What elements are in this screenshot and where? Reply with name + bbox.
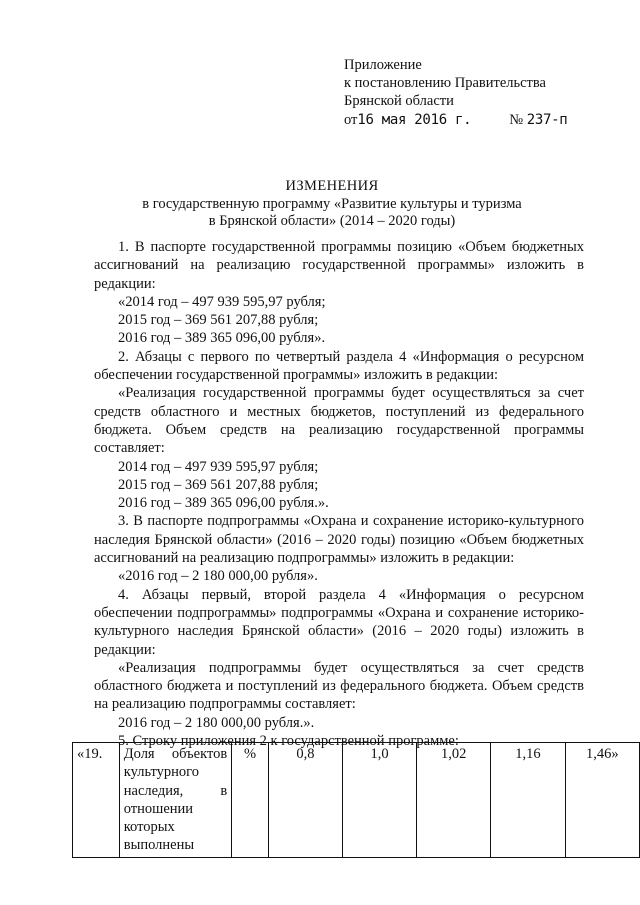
value-cell-1: 0,8 xyxy=(268,743,342,858)
document-body xyxy=(94,238,584,750)
document-subtitle-1: в государственную программу «Развитие культуры и туризма xyxy=(142,195,522,212)
paragraph-3-line-1: «2016 год – 2 180 000,00 рубля». xyxy=(118,568,318,585)
document-title: ИЗМЕНЕНИЯ xyxy=(285,178,379,194)
region-label: Брянской области xyxy=(344,93,454,109)
number-label: № xyxy=(509,112,524,128)
date-number-row xyxy=(344,111,567,129)
paragraph-1-line-2: 2015 год – 369 561 207,88 рубля; xyxy=(118,312,319,329)
paragraph-1-line-3: 2016 год – 389 365 096,00 рубля». xyxy=(118,330,326,347)
paragraph-2-line-1: 2014 год – 497 939 595,97 рубля; xyxy=(118,458,319,475)
paragraph-1-line-1: «2014 год – 497 939 595,97 рубля; xyxy=(118,293,326,310)
appendix-label: Приложение xyxy=(344,57,422,73)
indicator-name-cell xyxy=(119,743,231,858)
paragraph-2-line-3: 2016 год – 389 365 096,00 рубля.». xyxy=(118,495,329,512)
value-cell-3: 1,02 xyxy=(417,743,491,858)
resolution-label: к постановлению Правительства xyxy=(344,75,546,91)
value-cell-4: 1,16 xyxy=(491,743,565,858)
paragraph-1: 1. В паспорте государственной программы позицию «Объем бюджетных ассигнований на реализацию государственной программы» изложить в редакции: xyxy=(94,239,584,292)
resolution-date: 16 мая 2016 г. xyxy=(357,112,472,128)
paragraph-4-line-1: 2016 год – 2 180 000,00 рубля.». xyxy=(118,714,315,731)
paragraph-2-line-2: 2015 год – 369 561 207,88 рубля; xyxy=(118,476,319,493)
paragraph-2: 2. Абзацы с первого по четвертый раздела 4 «Информация о ресурсном обеспечении государственной программы» изложить в редакции: xyxy=(94,348,584,384)
appendix-header xyxy=(344,56,567,129)
paragraph-4-quote: «Реализация подпрограммы будет осуществляться за счет средств областного бюджета и поступлений из федерального бюджета. Объем средств на реализацию подпрограммы составляет: xyxy=(94,659,584,713)
paragraph-3: 3. В паспорте подпрограммы «Охрана и сохранение историко-культурного наследия Брянской области» (2016 – 2020 годы) позицию «Объем бюджетных ассигнований на реализацию подпрограммы» изложить в редакции: xyxy=(94,513,584,567)
table-row xyxy=(73,743,640,858)
indicator-name-text: Доля объектов культурного наследия, в отношении которых выполнены xyxy=(123,746,228,854)
document-heading xyxy=(94,178,570,231)
indicator-table xyxy=(72,742,640,858)
paragraph-2-quote: «Реализация государственной программы будет осуществляться за счет средств областного и местных бюджетов, поступлений из федерального бюджета. Объем средств на реализацию государственной программы составляет: xyxy=(94,385,584,457)
value-cell-5: 1,46» xyxy=(565,743,639,858)
resolution-number: 237-п xyxy=(526,112,568,128)
row-number-cell: «19. xyxy=(73,743,120,858)
paragraph-4: 4. Абзацы первый, второй раздела 4 «Информация о ресурсном обеспечении подпрограммы» подпрограммы «Охрана и сохранение историко-культурного наследия Брянской области» (2016 – 2020 годы) изложить в редакции: xyxy=(94,586,584,658)
unit-cell: % xyxy=(232,743,269,858)
paragraph-5: 5. Строку приложения 2 к государственной программе: xyxy=(118,733,459,750)
date-prefix: от xyxy=(344,112,358,128)
value-cell-2: 1,0 xyxy=(342,743,416,858)
document-subtitle-2: в Брянской области» (2014 – 2020 годы) xyxy=(208,213,456,229)
